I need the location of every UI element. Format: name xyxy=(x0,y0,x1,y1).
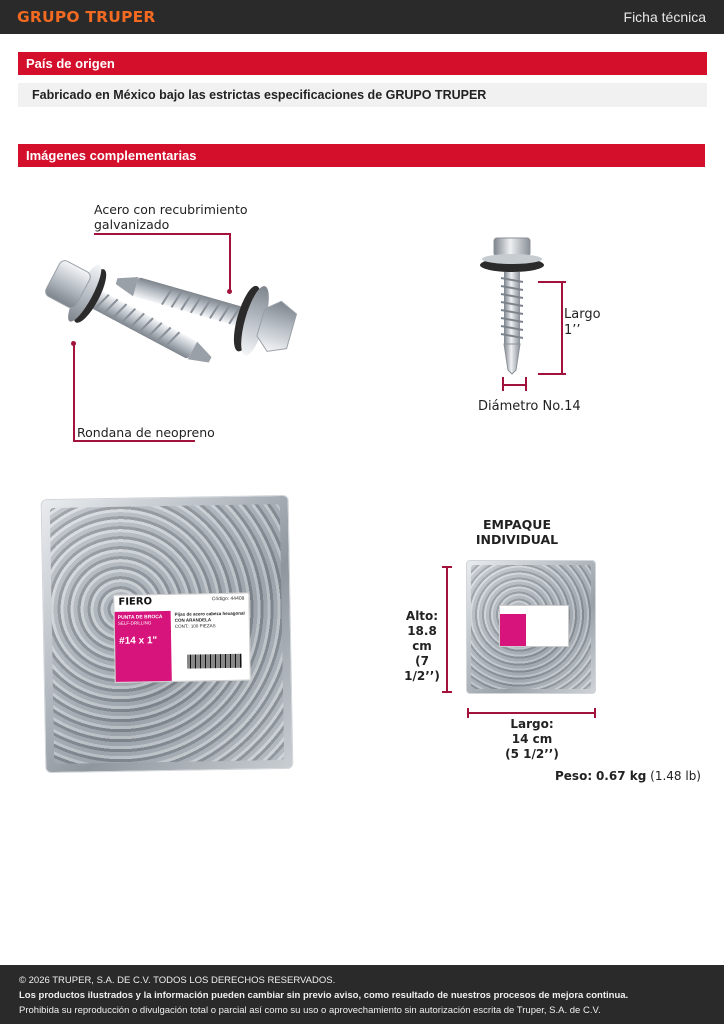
steel-callout-dot xyxy=(227,289,232,294)
steel-callout-line2: galvanizado xyxy=(94,217,170,232)
package-bag-photo xyxy=(41,495,294,773)
footer xyxy=(0,965,724,1024)
length-value: 1’’ xyxy=(564,323,581,338)
width-dim-right xyxy=(594,708,596,718)
length-dim-line xyxy=(561,281,563,375)
weight xyxy=(555,769,701,784)
height-label: Alto: xyxy=(405,609,439,623)
document-type: Ficha técnica xyxy=(623,9,706,25)
height-dim-line xyxy=(446,566,448,692)
weight-label: Peso: xyxy=(555,769,593,783)
steel-callout-leader-h xyxy=(94,233,231,235)
badge-size-text: #14 x 1" xyxy=(119,635,158,647)
steel-callout-line1: Acero con recubrimiento xyxy=(94,202,248,217)
steel-callout-leader-v xyxy=(229,233,231,291)
badge-top-text: PUNTA DE BROCA xyxy=(117,614,163,621)
package-size-badge xyxy=(115,611,172,682)
brand-logo: GRUPO TRUPER xyxy=(17,8,156,26)
package-product-line1: Pijas de acero cabeza hexagonal xyxy=(174,610,245,617)
badge-sub-text: SELF-DRILLING xyxy=(117,620,152,626)
individual-package-photo xyxy=(466,560,596,694)
individual-package-label xyxy=(499,605,569,647)
origin-text: Fabricado en México bajo las estrictas especificaciones de GRUPO TRUPER xyxy=(18,83,707,107)
width-cm: 14 cm xyxy=(511,732,553,746)
top-bar xyxy=(0,0,724,34)
height-cm: 18.8 cm xyxy=(407,624,437,653)
package-code: Código: 44408 xyxy=(211,595,245,603)
footer-notice: Los productos ilustrados y la información pueden cambiar sin previo aviso, como resultado de nuestros procesos de mejora continua. xyxy=(19,990,629,1001)
footer-copyright: © 2026 TRUPER, S.A. DE C.V. TODOS LOS DERECHOS RESERVADOS. xyxy=(19,975,336,986)
package-label xyxy=(113,593,251,683)
width-label: Largo: xyxy=(510,717,554,731)
washer-callout-leader-h xyxy=(73,440,195,442)
diameter-label: Diámetro No.14 xyxy=(478,399,581,414)
length-dim-bottom xyxy=(538,373,566,375)
diameter-dim-line xyxy=(502,384,527,386)
steel-callout xyxy=(94,202,248,232)
screws-illustration xyxy=(30,240,330,430)
washer-callout: Rondana de neopreno xyxy=(77,425,215,440)
barcode xyxy=(187,654,241,669)
diameter-dim-right xyxy=(525,377,527,391)
width-dimension xyxy=(497,717,567,762)
package-content: CONT.: 100 PIEZAS xyxy=(174,623,216,629)
package-product-line2: CON ARANDELA xyxy=(174,617,212,623)
images-section-title: Imágenes complementarias xyxy=(18,144,705,167)
height-dimension xyxy=(400,609,444,684)
height-dim-bottom xyxy=(442,691,452,693)
individual-package-title: EMPAQUE INDIVIDUAL xyxy=(475,517,559,547)
fiero-logo: FIERO xyxy=(118,596,153,608)
weight-value: 0.67 kg xyxy=(595,769,647,783)
washer-callout-leader-v xyxy=(73,343,75,441)
length-label: Largo xyxy=(564,307,601,322)
screw-dimension-drawing xyxy=(470,232,560,382)
package-description xyxy=(175,611,247,630)
width-in: (5 1/2’’) xyxy=(505,747,559,761)
height-in: (7 1/2’’) xyxy=(404,654,440,683)
weight-lb: (1.48 lb) xyxy=(650,769,701,783)
footer-prohibition: Prohibida su reproducción o divulgación total o parcial así como su uso o aprovechamiento sin autorización escrita de Truper, S.A. de C.V. xyxy=(19,1005,601,1016)
origin-section-title: País de origen xyxy=(18,52,707,75)
width-dim-line xyxy=(467,712,596,714)
